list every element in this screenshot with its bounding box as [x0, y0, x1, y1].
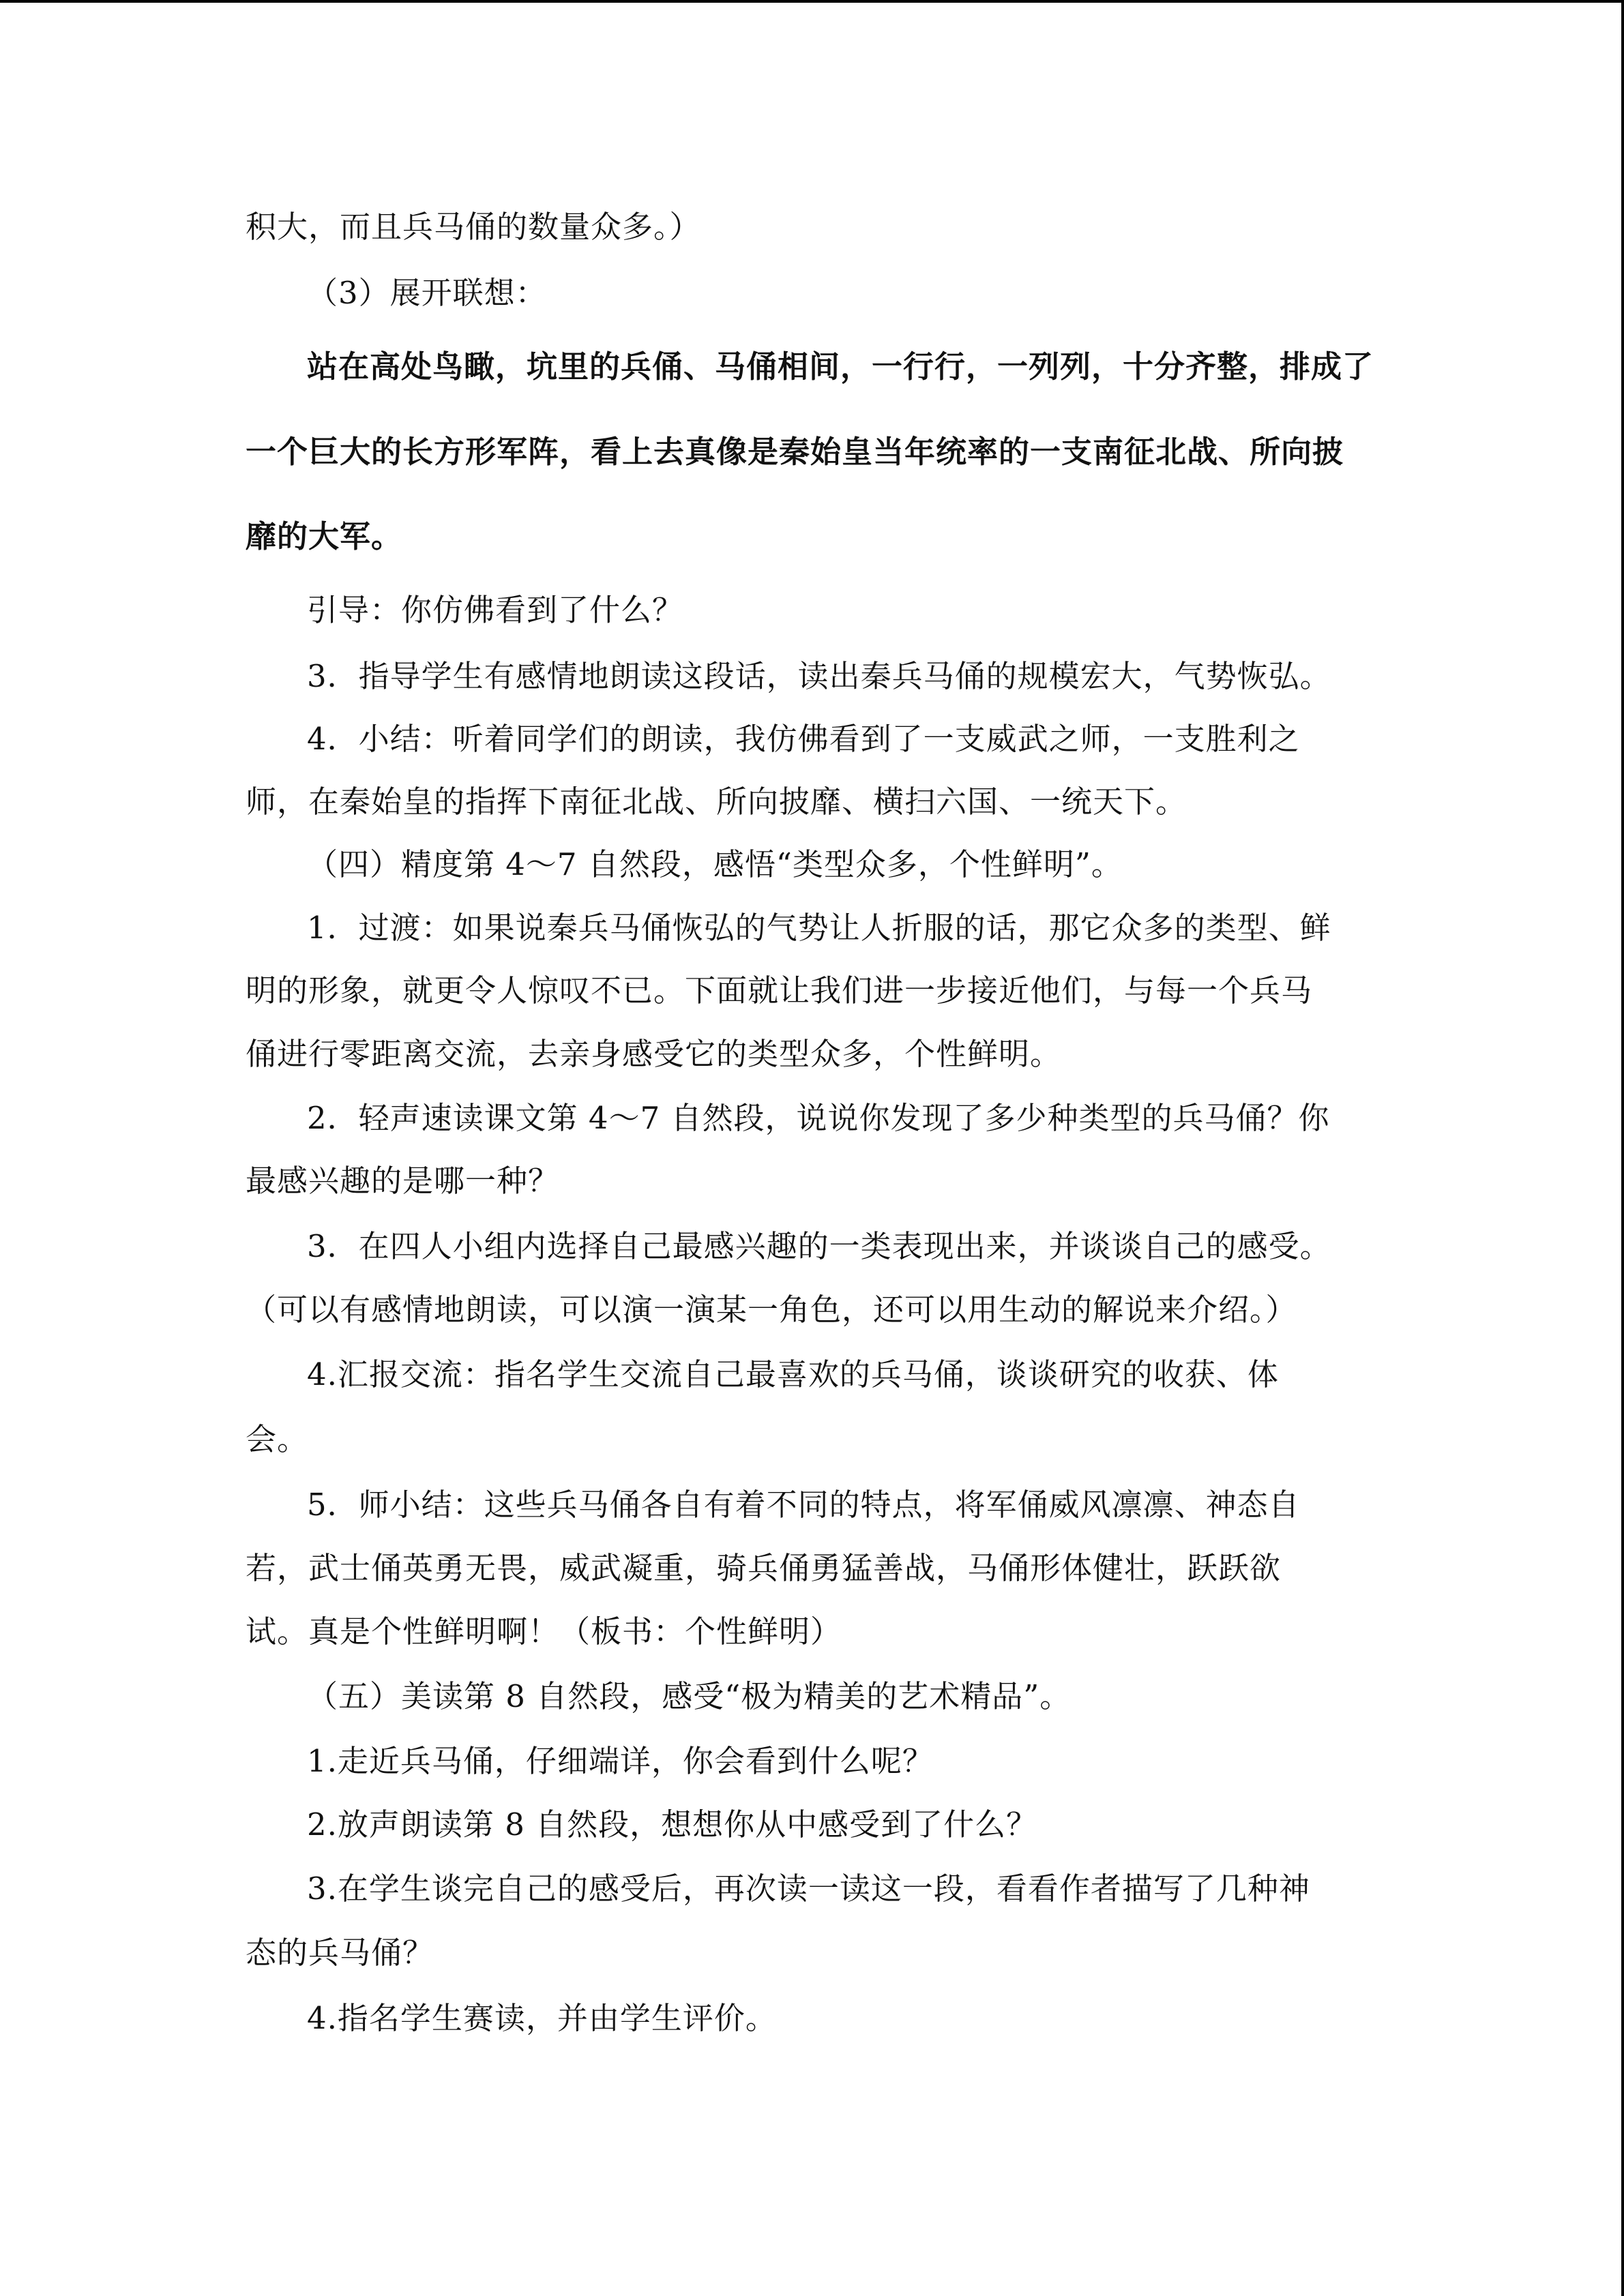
paragraph-line-summary-c: 试。真是个性鲜明啊！（板书：个性鲜明）: [246, 1613, 842, 1650]
paragraph-line-step3: 3．指导学生有感情地朗读这段话，读出秦兵马俑的规模宏大，气势恢弘。: [307, 658, 1331, 694]
paragraph-line-report-a: 4.汇报交流：指名学生交流自己最喜欢的兵马俑，谈谈研究的收获、体: [307, 1356, 1279, 1392]
document-page: [246, 0, 1381, 2296]
quoted-passage-line-1: 站在高处鸟瞰，坑里的兵俑、马俑相间，一行行，一列列，十分齐整，排成了: [307, 348, 1374, 385]
paragraph-line-reread-b: 态的兵马俑？: [246, 1935, 434, 1971]
paragraph-line-read-a: 2．轻声速读课文第 4～7 自然段，说说你发现了多少种类型的兵马俑？你: [307, 1100, 1330, 1136]
paragraph-line-summary-a: 5．师小结：这些兵马俑各自有着不同的特点，将军俑威风凛凛、神态自: [307, 1487, 1300, 1523]
paragraph-line-read-b: 最感兴趣的是哪一种？: [246, 1163, 560, 1199]
section-heading-four: （四）精度第 4～7 自然段，感悟“类型众多，个性鲜明”。: [307, 846, 1123, 882]
paragraph-line-step4a: 4．小结：听着同学们的朗读，我仿佛看到了一支威武之师，一支胜利之: [307, 721, 1300, 757]
paragraph-line-group-a: 3．在四人小组内选择自己最感兴趣的一类表现出来，并谈谈自己的感受。: [307, 1228, 1331, 1264]
paragraph-line-reread-a: 3.在学生谈完自己的感受后，再次读一读这一段，看看作者描写了几种神: [307, 1870, 1310, 1907]
section-heading-five: （五）美读第 8 自然段，感受“极为精美的艺术精品”。: [307, 1678, 1072, 1714]
paragraph-line-transition-c: 俑进行零距离交流，去亲身感受它的类型众多，个性鲜明。: [246, 1036, 1062, 1072]
quoted-passage-line-3: 靡的大军。: [246, 518, 403, 554]
paragraph-line-approach: 1.走近兵马俑，仔细端详，你会看到什么呢？: [307, 1743, 934, 1779]
paragraph-line-group-b: （可以有感情地朗读，可以演一演某一角色，还可以用生动的解说来介绍。）: [246, 1292, 1297, 1328]
paragraph-line-step4b: 师，在秦始皇的指挥下南征北战、所向披靡、横扫六国、一统天下。: [246, 784, 1187, 820]
section-heading-association: （3）展开联想：: [307, 275, 547, 311]
paragraph-line-contest: 4.指名学生赛读，并由学生评价。: [307, 2000, 777, 2036]
paragraph-line-1: 积大，而且兵马俑的数量众多。）: [246, 209, 701, 245]
paragraph-line-transition-b: 明的形象，就更令人惊叹不已。下面就让我们进一步接近他们，与每一个兵马: [246, 972, 1313, 1009]
paragraph-line-summary-b: 若，武士俑英勇无畏，威武凝重，骑兵俑勇猛善战，马俑形体健壮，跃跃欲: [246, 1550, 1282, 1586]
paragraph-line-transition-a: 1．过渡：如果说秦兵马俑恢弘的气势让人折服的话，那它众多的类型、鲜: [307, 910, 1331, 946]
quoted-passage-line-2: 一个巨大的长方形军阵，看上去真像是秦始皇当年统率的一支南征北战、所向披: [246, 434, 1344, 470]
paragraph-line-loud-read: 2.放声朗读第 8 自然段，想想你从中感受到了什么？: [307, 1806, 1038, 1843]
paragraph-line-report-b: 会。: [246, 1421, 309, 1457]
paragraph-line-guide: 引导：你仿佛看到了什么？: [307, 592, 684, 628]
page-right-border: [1621, 0, 1624, 2296]
